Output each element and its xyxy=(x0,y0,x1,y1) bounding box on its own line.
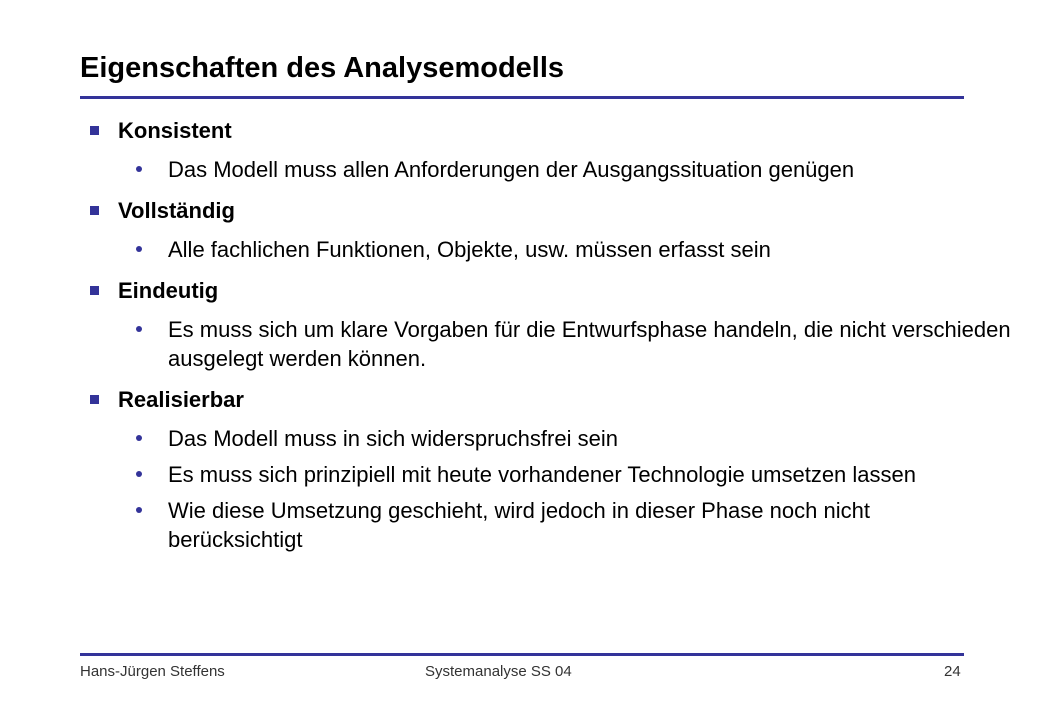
dot-bullet-icon xyxy=(136,166,142,172)
bullet-item xyxy=(90,315,1028,373)
bullet-item-text: Das Modell muss allen Anforderungen der Ausgangssituation genügen xyxy=(168,157,855,182)
square-bullet-icon xyxy=(90,286,99,295)
section-heading xyxy=(90,196,960,226)
bullet-item xyxy=(90,155,868,184)
bullet-item xyxy=(90,496,988,554)
square-bullet-icon xyxy=(90,206,99,215)
bullet-item-text: Das Modell muss in sich widerspruchsfrei sein xyxy=(168,426,618,451)
bullet-item xyxy=(90,235,988,264)
square-bullet-icon xyxy=(90,126,99,135)
slide-title: Eigenschaften des Analysemodells xyxy=(80,52,565,84)
section-eindeutig xyxy=(90,276,1011,373)
bullet-item xyxy=(90,424,988,453)
section-vollstaendig xyxy=(90,196,960,264)
section-realisierbar xyxy=(90,385,960,554)
section-heading xyxy=(90,276,960,306)
footer-author: Hans-Jürgen Steffens xyxy=(80,663,225,680)
dot-bullet-icon xyxy=(136,246,142,252)
bullet-item-text: Es muss sich prinzipiell mit heute vorhandener Technologie umsetzen lassen xyxy=(168,462,916,487)
dot-bullet-icon xyxy=(136,507,142,513)
bullet-item-text: Wie diese Umsetzung geschieht, wird jedoch in dieser Phase noch nicht berücksichtigt xyxy=(168,498,870,552)
footer-course: Systemanalyse SS 04 xyxy=(425,663,572,680)
section-heading xyxy=(90,116,960,146)
title-divider xyxy=(80,96,964,99)
slide-content xyxy=(90,116,1011,561)
square-bullet-icon xyxy=(90,395,99,404)
dot-bullet-icon xyxy=(136,435,142,441)
section-heading-text: Realisierbar xyxy=(118,387,244,412)
dot-bullet-icon xyxy=(136,326,142,332)
bullet-item-text: Alle fachlichen Funktionen, Objekte, usw. müssen erfasst sein xyxy=(168,237,771,262)
section-konsistent xyxy=(90,116,960,184)
bullet-item xyxy=(90,460,968,489)
dot-bullet-icon xyxy=(136,471,142,477)
bullet-item-text: Es muss sich um klare Vorgaben für die Entwurfsphase handeln, die nicht verschieden ausgelegt werden können. xyxy=(168,317,1011,371)
section-heading xyxy=(90,385,960,415)
footer-page-number: 24 xyxy=(944,663,961,680)
section-heading-text: Konsistent xyxy=(118,118,232,143)
footer-divider xyxy=(80,653,964,656)
section-heading-text: Eindeutig xyxy=(118,278,219,303)
section-heading-text: Vollständig xyxy=(118,198,235,223)
